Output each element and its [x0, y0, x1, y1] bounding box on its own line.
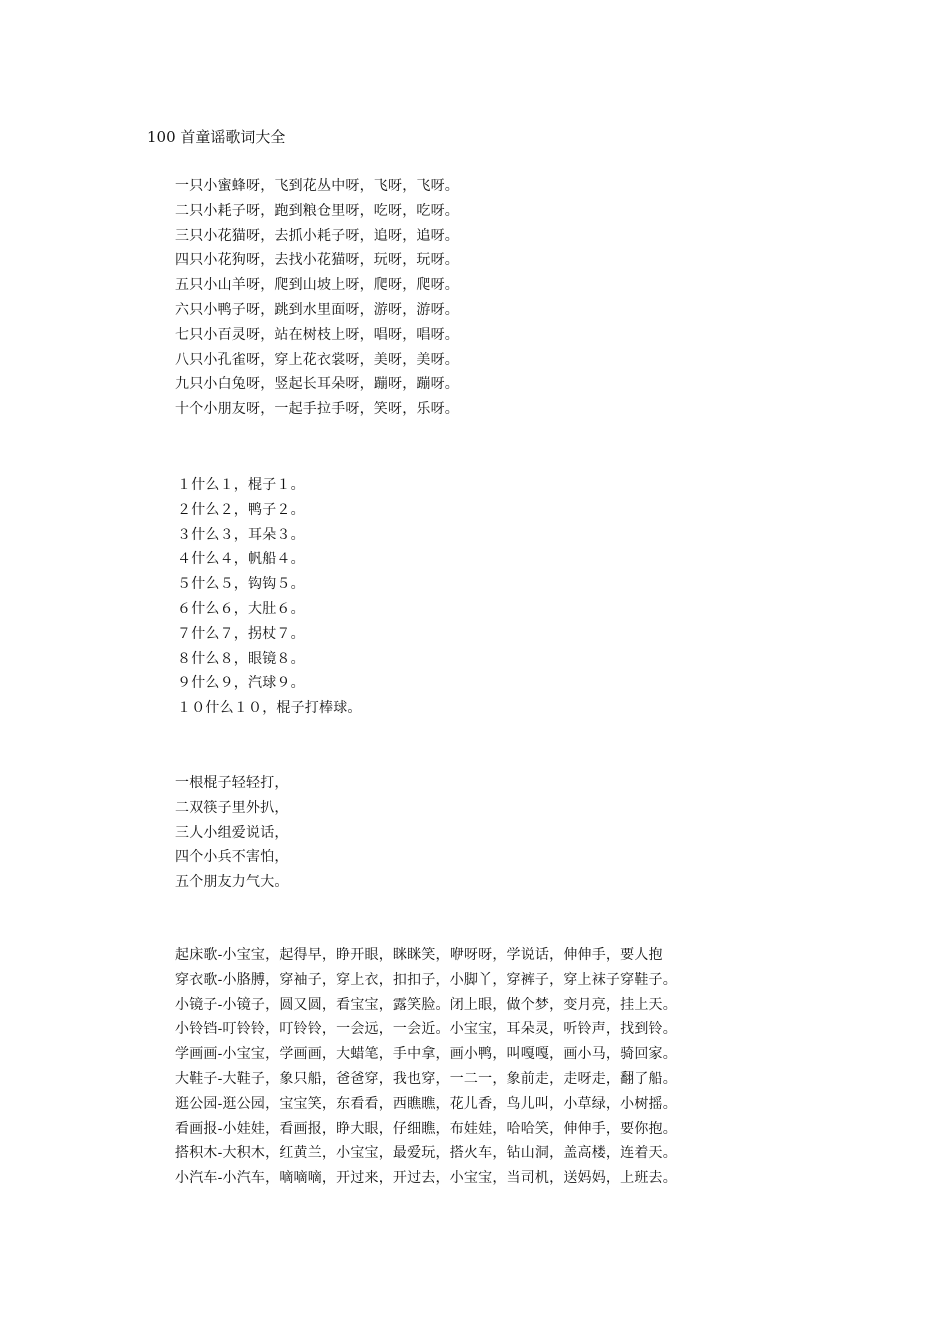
- lyric-line: １０什么１０，棍子打棒球。: [177, 700, 362, 717]
- lyric-line: ２什么２，鸭子２。: [177, 501, 305, 518]
- lyric-line: 小镜子-小镜子，圆又圆，看宝宝，露笑脸。闭上眼，做个梦，变月亮，挂上天。: [175, 996, 677, 1013]
- lyric-line: 小铃铛-叮铃铃，叮铃铃，一会远，一会近。小宝宝，耳朵灵，听铃声，找到铃。: [175, 1021, 677, 1038]
- lyric-line: 一只小蜜蜂呀，飞到花丛中呀，飞呀，飞呀。: [175, 178, 459, 194]
- lyric-line: ８什么８，眼镜８。: [177, 650, 305, 667]
- lyric-line: 四个小兵不害怕，: [175, 849, 289, 866]
- lyric-line: 穿衣歌-小胳膊，穿袖子，穿上衣，扣扣子，小脚丫，穿裤子，穿上袜子穿鞋子。: [175, 971, 677, 988]
- song-block-numbers: [177, 473, 362, 721]
- lyric-line: 五只小山羊呀，爬到山坡上呀，爬呀，爬呀。: [175, 277, 459, 294]
- lyric-line: 一根棍子轻轻打，: [175, 775, 289, 791]
- lyric-line: 看画报-小娃娃，看画报，睁大眼，仔细瞧，布娃娃，哈哈笑，伸伸手，要你抱。: [175, 1120, 677, 1137]
- song-block-baby-songs: [175, 943, 677, 1191]
- lyric-line: ９什么９，汽球９。: [177, 675, 305, 692]
- lyric-line: ６什么６，大肚６。: [177, 600, 305, 617]
- lyric-line: 小汽车-小汽车，嘀嘀嘀，开过来，开过去，小宝宝，当司机，送妈妈，上班去。: [175, 1170, 677, 1187]
- lyric-line: 三人小组爱说话，: [175, 824, 289, 841]
- lyric-line: 搭积木-大积木，红黄兰，小宝宝，最爱玩，搭火车，钻山洞，盖高楼，连着天。: [175, 1145, 677, 1162]
- lyric-line: 起床歌-小宝宝，起得早，睁开眼，眯眯笑，咿呀呀，学说话，伸伸手，要人抱: [175, 947, 663, 963]
- lyric-line: ３什么３，耳朵３。: [177, 526, 305, 543]
- lyric-line: １什么１，棍子１。: [177, 477, 305, 493]
- lyric-line: 六只小鸭子呀，跳到水里面呀，游呀，游呀。: [175, 301, 459, 318]
- lyric-line: 逛公园-逛公园，宝宝笑，东看看，西瞧瞧，花儿香，鸟儿叫，小草绿，小树摇。: [175, 1095, 677, 1112]
- song-block-counting: [175, 771, 289, 895]
- lyric-line: ５什么５，钩钩５。: [177, 576, 305, 593]
- lyric-line: 四只小花狗呀，去找小花猫呀，玩呀，玩呀。: [175, 252, 459, 269]
- lyric-line: 十个小朋友呀，一起手拉手呀，笑呀，乐呀。: [175, 401, 459, 418]
- lyric-line: 二只小耗子呀，跑到粮仓里呀，吃呀，吃呀。: [175, 202, 459, 219]
- lyric-line: 二双筷子里外扒，: [175, 799, 289, 816]
- song-block-bee: [175, 174, 459, 422]
- lyric-line: 学画画-小宝宝，学画画，大蜡笔，手中拿，画小鸭，叫嘎嘎，画小马，骑回家。: [175, 1046, 677, 1063]
- lyric-line: 九只小白兔呀，竖起长耳朵呀，蹦呀，蹦呀。: [175, 376, 459, 393]
- document-title: 100 首童谣歌词大全: [147, 128, 286, 146]
- lyric-line: 八只小孔雀呀，穿上花衣裳呀，美呀，美呀。: [175, 351, 459, 368]
- lyric-line: ４什么４，帆船４。: [177, 551, 305, 568]
- lyric-line: 三只小花猫呀，去抓小耗子呀，追呀，追呀。: [175, 227, 459, 244]
- lyric-line: ７什么７，拐杖７。: [177, 625, 305, 642]
- lyric-line: 五个朋友力气大。: [175, 874, 289, 891]
- lyric-line: 大鞋子-大鞋子，象只船，爸爸穿，我也穿，一二一，象前走，走呀走，翻了船。: [175, 1070, 677, 1087]
- lyric-line: 七只小百灵呀，站在树枝上呀，唱呀，唱呀。: [175, 326, 459, 343]
